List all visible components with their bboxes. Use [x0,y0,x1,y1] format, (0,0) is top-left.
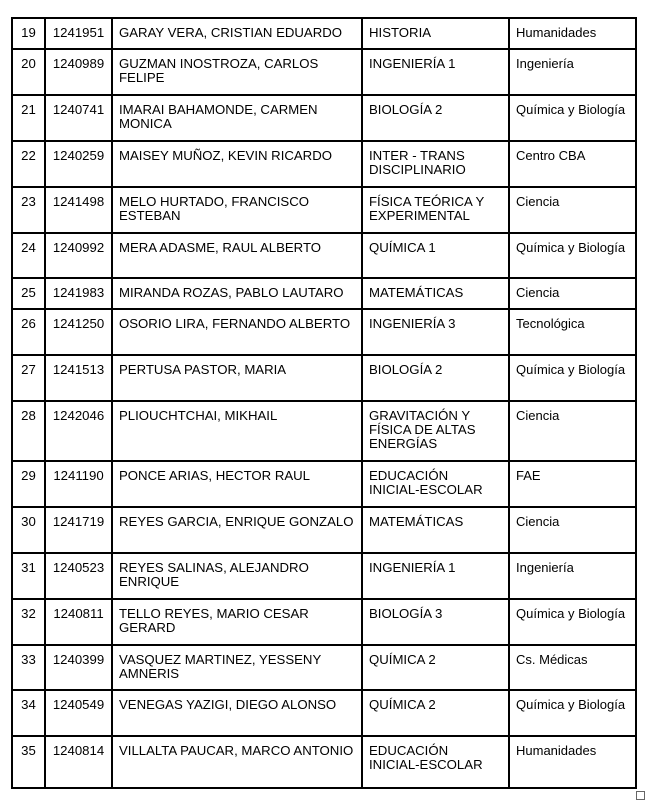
table-row [12,401,636,461]
student-name-cell: VENEGAS YAZIGI, DIEGO ALONSO [112,690,362,736]
row-number-cell: 24 [12,233,45,278]
student-id-cell: 1240523 [45,553,112,599]
study-area-cell: INGENIERÍA 1 [362,49,509,95]
student-id-cell: 1240811 [45,599,112,645]
student-id-cell: 1240741 [45,95,112,141]
row-number-cell: 28 [12,401,45,461]
student-name-cell: VILLALTA PAUCAR, MARCO ANTONIO [112,736,362,788]
study-area-cell: INGENIERÍA 3 [362,309,509,355]
student-id-cell: 1241498 [45,187,112,233]
study-area-cell: INTER - TRANS DISCIPLINARIO [362,141,509,187]
row-number-cell: 23 [12,187,45,233]
table-row [12,461,636,507]
study-area-cell: QUÍMICA 2 [362,645,509,690]
student-name-cell: MIRANDA ROZAS, PABLO LAUTARO [112,278,362,309]
table-row [12,95,636,141]
school-cell: Química y Biología [509,355,636,401]
student-id-cell: 1241951 [45,18,112,49]
student-id-cell: 1241250 [45,309,112,355]
school-cell: Ciencia [509,187,636,233]
table-row [12,553,636,599]
student-id-cell: 1241190 [45,461,112,507]
student-name-cell: OSORIO LIRA, FERNANDO ALBERTO [112,309,362,355]
student-id-cell: 1240989 [45,49,112,95]
study-area-cell: FÍSICA TEÓRICA Y EXPERIMENTAL [362,187,509,233]
school-cell: Ciencia [509,278,636,309]
row-number-cell: 32 [12,599,45,645]
table-row [12,355,636,401]
school-cell: FAE [509,461,636,507]
study-area-cell: HISTORIA [362,18,509,49]
roster-body [12,18,636,788]
student-id-cell: 1241719 [45,507,112,553]
row-number-cell: 19 [12,18,45,49]
roster-table [11,17,637,789]
school-cell: Centro CBA [509,141,636,187]
row-number-cell: 25 [12,278,45,309]
table-row [12,187,636,233]
table-row [12,278,636,309]
school-cell: Química y Biología [509,233,636,278]
school-cell: Química y Biología [509,690,636,736]
study-area-cell: BIOLOGÍA 3 [362,599,509,645]
study-area-cell: EDUCACIÓN INICIAL-ESCOLAR [362,461,509,507]
school-cell: Ingeniería [509,49,636,95]
table-row [12,309,636,355]
study-area-cell: QUÍMICA 1 [362,233,509,278]
student-id-cell: 1241983 [45,278,112,309]
student-name-cell: PERTUSA PASTOR, MARIA [112,355,362,401]
school-cell: Cs. Médicas [509,645,636,690]
row-number-cell: 27 [12,355,45,401]
student-name-cell: GUZMAN INOSTROZA, CARLOS FELIPE [112,49,362,95]
row-number-cell: 21 [12,95,45,141]
table-row [12,507,636,553]
row-number-cell: 20 [12,49,45,95]
table-row [12,690,636,736]
study-area-cell: INGENIERÍA 1 [362,553,509,599]
study-area-cell: QUÍMICA 2 [362,690,509,736]
table-row [12,141,636,187]
student-name-cell: PLIOUCHTCHAI, MIKHAIL [112,401,362,461]
student-name-cell: VASQUEZ MARTINEZ, YESSENY AMNERIS [112,645,362,690]
school-cell: Ciencia [509,507,636,553]
row-number-cell: 26 [12,309,45,355]
school-cell: Humanidades [509,18,636,49]
study-area-cell: MATEMÁTICAS [362,278,509,309]
row-number-cell: 35 [12,736,45,788]
school-cell: Ingeniería [509,553,636,599]
school-cell: Humanidades [509,736,636,788]
table-row [12,49,636,95]
study-area-cell: EDUCACIÓN INICIAL-ESCOLAR [362,736,509,788]
student-id-cell: 1241513 [45,355,112,401]
table-row [12,599,636,645]
student-name-cell: MAISEY MUÑOZ, KEVIN RICARDO [112,141,362,187]
student-name-cell: GARAY VERA, CRISTIAN EDUARDO [112,18,362,49]
table-row [12,736,636,788]
student-name-cell: MERA ADASME, RAUL ALBERTO [112,233,362,278]
study-area-cell: BIOLOGÍA 2 [362,355,509,401]
student-id-cell: 1240992 [45,233,112,278]
student-name-cell: PONCE ARIAS, HECTOR RAUL [112,461,362,507]
student-name-cell: REYES GARCIA, ENRIQUE GONZALO [112,507,362,553]
study-area-cell: MATEMÁTICAS [362,507,509,553]
student-id-cell: 1240814 [45,736,112,788]
page-corner-marker [636,791,645,800]
student-name-cell: IMARAI BAHAMONDE, CARMEN MONICA [112,95,362,141]
student-id-cell: 1240549 [45,690,112,736]
study-area-cell: GRAVITACIÓN Y FÍSICA DE ALTAS ENERGÍAS [362,401,509,461]
study-area-cell: BIOLOGÍA 2 [362,95,509,141]
student-id-cell: 1240399 [45,645,112,690]
school-cell: Química y Biología [509,599,636,645]
student-id-cell: 1242046 [45,401,112,461]
row-number-cell: 33 [12,645,45,690]
student-name-cell: MELO HURTADO, FRANCISCO ESTEBAN [112,187,362,233]
row-number-cell: 31 [12,553,45,599]
student-name-cell: TELLO REYES, MARIO CESAR GERARD [112,599,362,645]
table-row [12,233,636,278]
row-number-cell: 34 [12,690,45,736]
school-cell: Química y Biología [509,95,636,141]
student-name-cell: REYES SALINAS, ALEJANDRO ENRIQUE [112,553,362,599]
table-row [12,18,636,49]
row-number-cell: 22 [12,141,45,187]
row-number-cell: 29 [12,461,45,507]
school-cell: Ciencia [509,401,636,461]
student-id-cell: 1240259 [45,141,112,187]
row-number-cell: 30 [12,507,45,553]
table-row [12,645,636,690]
school-cell: Tecnológica [509,309,636,355]
